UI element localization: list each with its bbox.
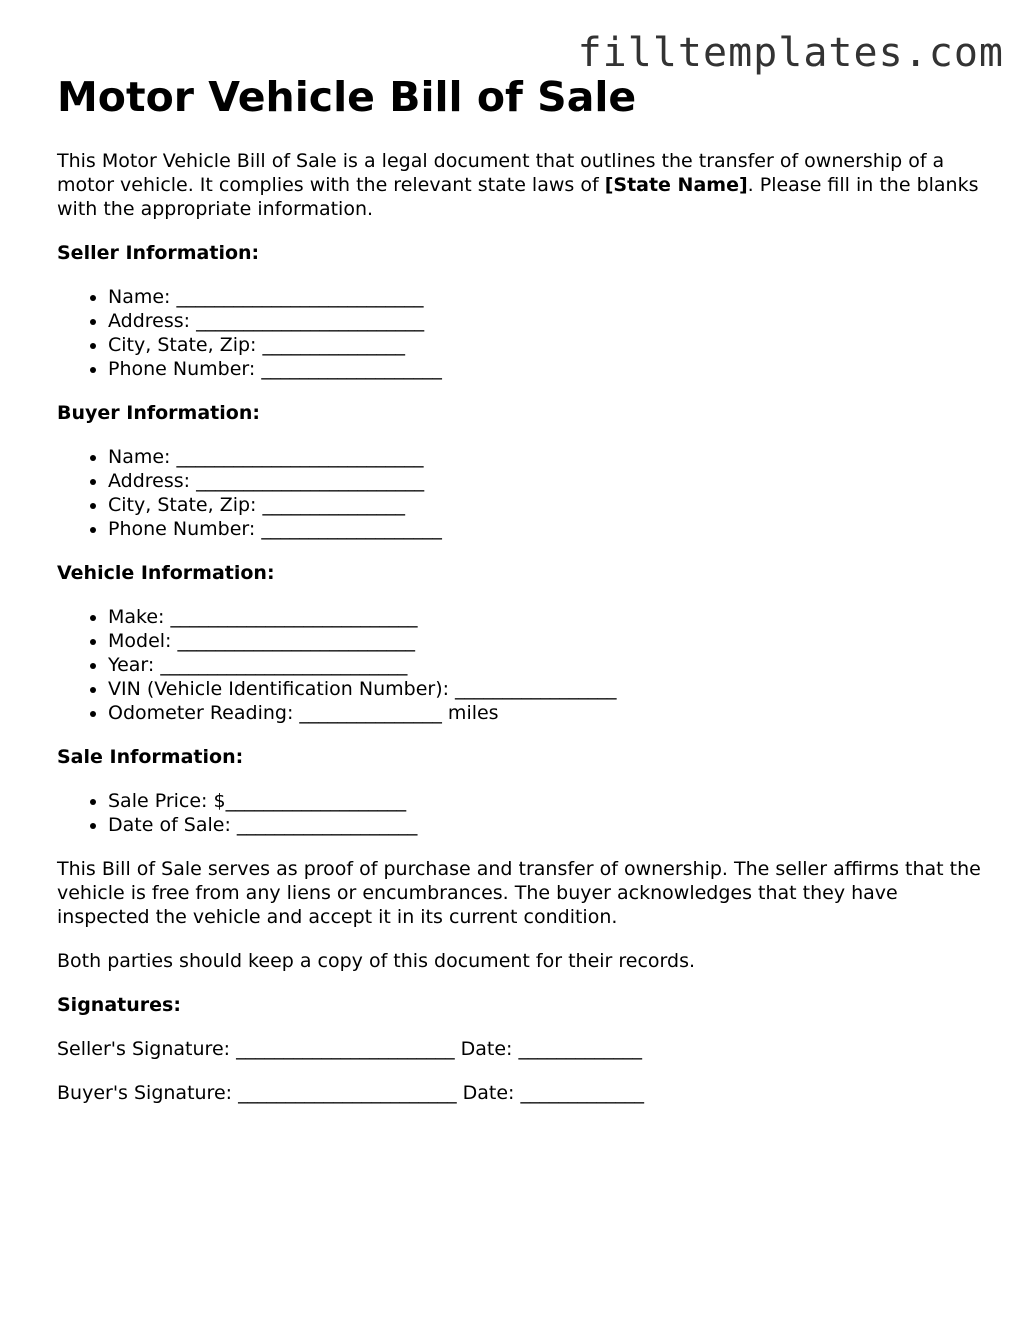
buyer-info-list	[57, 445, 987, 541]
vehicle-make-field: • Make: __________________________	[108, 605, 987, 629]
seller-signature-line: Seller's Signature: _______________________ Date: _____________	[57, 1038, 642, 1060]
document	[57, 68, 987, 1105]
vehicle-info-list	[57, 605, 987, 725]
buyer-address-field: • Address: ________________________	[108, 469, 987, 493]
seller-phone-field: • Phone Number: ___________________	[108, 357, 987, 381]
vehicle-info-heading: Vehicle Information:	[57, 562, 275, 584]
intro-text-start: This Motor Vehicle Bill of Sale is a legal document that outlines the transfer of ownership of a motor vehicle. It complies with the relevant state laws of	[57, 150, 945, 196]
vehicle-model-field: • Model: _________________________	[108, 629, 987, 653]
vehicle-odometer-field: • Odometer Reading: _______________ miles	[108, 701, 987, 725]
signatures-heading: Signatures:	[57, 994, 181, 1016]
buyer-info-heading: Buyer Information:	[57, 402, 260, 424]
sale-price-field: • Sale Price: $___________________	[108, 789, 987, 813]
buyer-signature-line: Buyer's Signature: _______________________ Date: _____________	[57, 1082, 644, 1104]
seller-address-field: • Address: ________________________	[108, 309, 987, 333]
sale-date-field: • Date of Sale: ___________________	[108, 813, 987, 837]
seller-name-field: • Name: __________________________	[108, 285, 987, 309]
intro-paragraph	[57, 149, 987, 221]
intro-text-end: . Please fill in the blanks with the appropriate information.	[57, 174, 979, 220]
buyer-city-state-zip-field: • City, State, Zip: _______________	[108, 493, 987, 517]
watermark: filltemplates.com	[577, 30, 1004, 76]
seller-info-heading: Seller Information:	[57, 242, 260, 264]
buyer-phone-field: • Phone Number: ___________________	[108, 517, 987, 541]
sale-info-list	[57, 789, 987, 837]
ownership-paragraph: This Bill of Sale serves as proof of purchase and transfer of ownership. The seller affirms that the vehicle is free from any liens or encumbrances. The buyer acknowledges that they have inspected the vehicle and accept it in its current condition.	[57, 858, 981, 928]
vehicle-vin-field: • VIN (Vehicle Identification Number): _________________	[108, 677, 987, 701]
state-name-placeholder: [State Name]	[604, 174, 748, 196]
vehicle-year-field: • Year: __________________________	[108, 653, 987, 677]
records-paragraph: Both parties should keep a copy of this document for their records.	[57, 950, 696, 972]
sale-info-heading: Sale Information:	[57, 746, 244, 768]
seller-city-state-zip-field: • City, State, Zip: _______________	[108, 333, 987, 357]
buyer-name-field: • Name: __________________________	[108, 445, 987, 469]
document-title: Motor Vehicle Bill of Sale	[57, 73, 637, 121]
seller-info-list	[57, 285, 987, 381]
